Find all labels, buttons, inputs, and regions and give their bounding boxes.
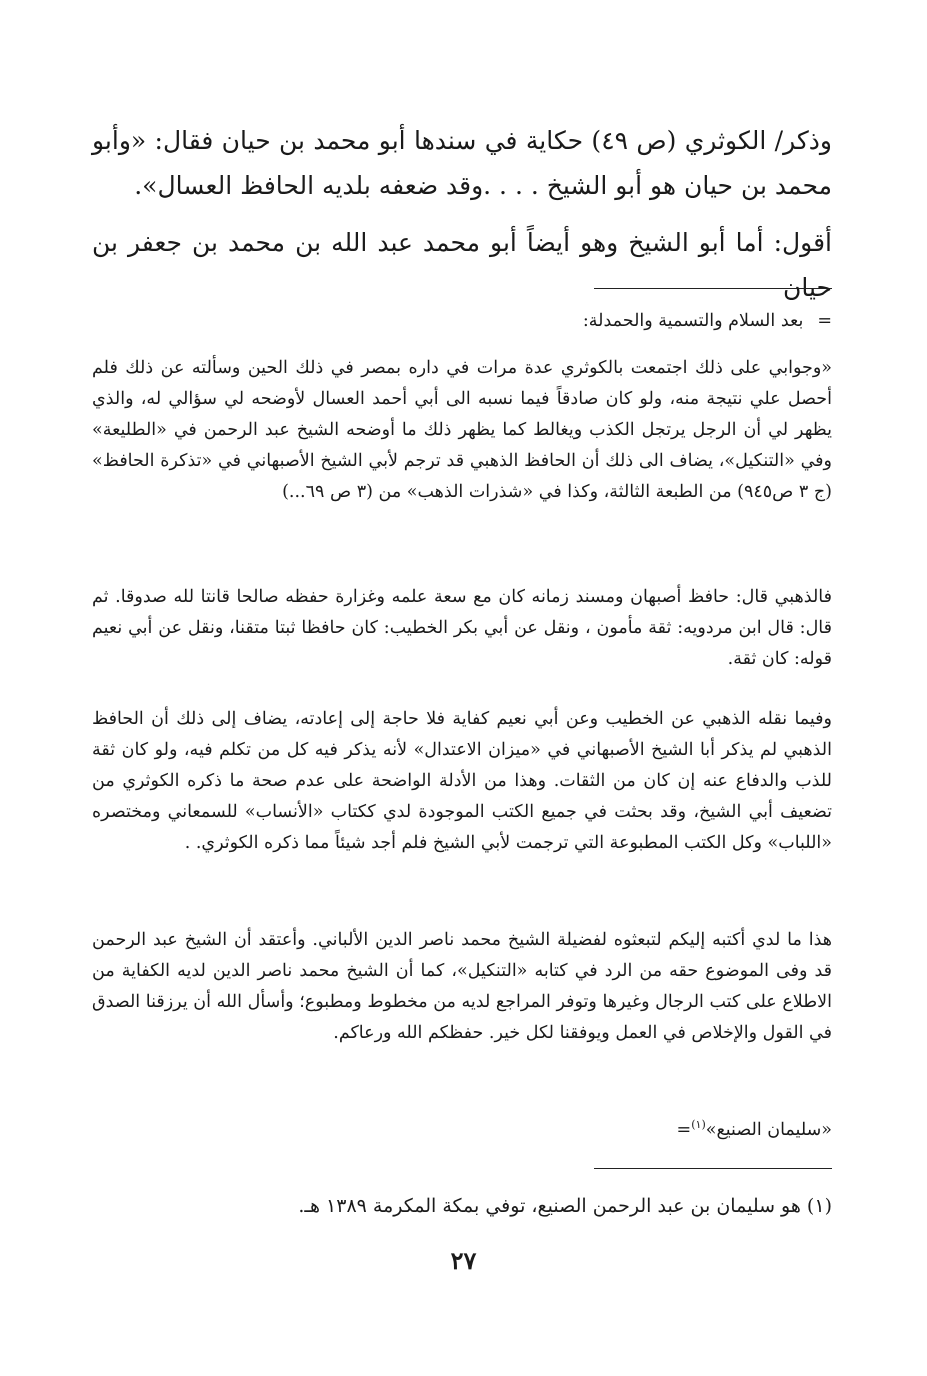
main-paragraph-2: أقول: أما أبو الشيخ وهو أيضاً أبو محمد عبد الله بن محمد بن جعفر بن حيان bbox=[92, 228, 832, 302]
note-lead-line bbox=[92, 306, 832, 337]
main-paragraph-1: وذكر/ الكوثري (ص ٤٩) حكاية في سندها أبو محمد بن حيان فقال: «وأبو محمد بن حيان هو أبو الشيخ . . . .وقد ضعفه بلديه الحافظ العسال». bbox=[92, 126, 833, 200]
signature-name: «سليمان الصنيع» bbox=[705, 1119, 832, 1140]
footnote: (١) هو سليمان بن عبد الرحمن الصنيع، توفي بمكة المكرمة ١٣٨٩ هـ. bbox=[298, 1195, 832, 1217]
note-paragraph-4: هذا ما لدي أكتبه إليكم لتبعثوه لفضيلة الشيخ محمد ناصر الدين الألباني. وأعتقد أن الشيخ عبد الرحمن قد وفى الموضوع حقه من الرد في كتابه «التنكيل»، كما أن الشيخ محمد ناصر الدين لديه الكفاية من الاطلاع على كتب الرجال وغيرها وتوفر المراجع لديه من مخطوط ومطبوع؛ وأسأل الله أن يرزقنا الصدق في القول والإخلاص في العمل ويوفقنا لكل خير. حفظكم الله ورعاكم. bbox=[92, 930, 832, 1043]
note-paragraph-2: فالذهبي قال: حافظ أصبهان ومسند زمانه كان مع سعة علمه وغزارة حفظه صالحا قانتا لله صدوقا. ثم قال: قال ابن مردويه: ثقة مأمون ، ونقل عن أبي بكر الخطيب: كان حافظا ثبتا متقنا، ونقل عن أبي نعيم قوله: كان ثقة. bbox=[92, 587, 832, 669]
signature-end-mark: = bbox=[676, 1119, 692, 1140]
signature-line bbox=[92, 1109, 832, 1146]
page-number: ٢٧ bbox=[450, 1246, 477, 1275]
note-lead-text: بعد السلام والتسمية والحمدلة: bbox=[582, 311, 804, 331]
note-separator-rule bbox=[594, 288, 832, 289]
continuation-mark: = bbox=[817, 311, 832, 331]
footnote-separator-rule bbox=[594, 1168, 832, 1169]
note-paragraph-3: وفيما نقله الذهبي عن الخطيب وعن أبي نعيم كفاية فلا حاجة إلى إعادته، يضاف إلى ذلك أن الحافظ الذهبي لم يذكر أبا الشيخ الأصبهاني في «ميزان الاعتدال» لأنه يذكر فيه كل من تكلم فيه، ولو كان ثقة للذب والدفاع عنه إن كان من الثقات. وهذا من الأدلة الواضحة على عدم صحة ما ذكره الكوثري من تضعيف أبي الشيخ، وقد بحثت في جميع الكتب الموجودة لدي ككتاب «الأنساب» للسمعاني ومختصره «اللباب» وكل الكتب المطبوعة التي ترجمت لأبي الشيخ فلم أجد شيئاً مما ذكره الكوثري. . bbox=[92, 709, 832, 853]
footnote-reference: (١) bbox=[691, 1118, 706, 1131]
note-paragraph-1: «وجوابي على ذلك اجتمعت بالكوثري عدة مرات في داره بمصر في ذلك الحين وسألته عن ذلك فلم أحصل علي نتيجة منه، ولو كان صادقاً فيما نسبه الى أبي أحمد العسال لأوضحه لي سؤالي له، والذي يظهر لي أن الرجل يرتجل الكذب ويغالط كما يظهر ذلك ما أوضحه الشيخ عبد الرحمن في «الطليعة» وفي «التنكيل»، يضاف الى ذلك أن الحافظ الذهبي قد ترجم لأبي الشيخ الأصبهاني في «تذكرة الحافظ» (ج ٣ ص٩٤٥) من الطبعة الثالثة، وكذا في «شذرات الذهب» من (٣ ص ٦٩...) bbox=[92, 358, 832, 502]
